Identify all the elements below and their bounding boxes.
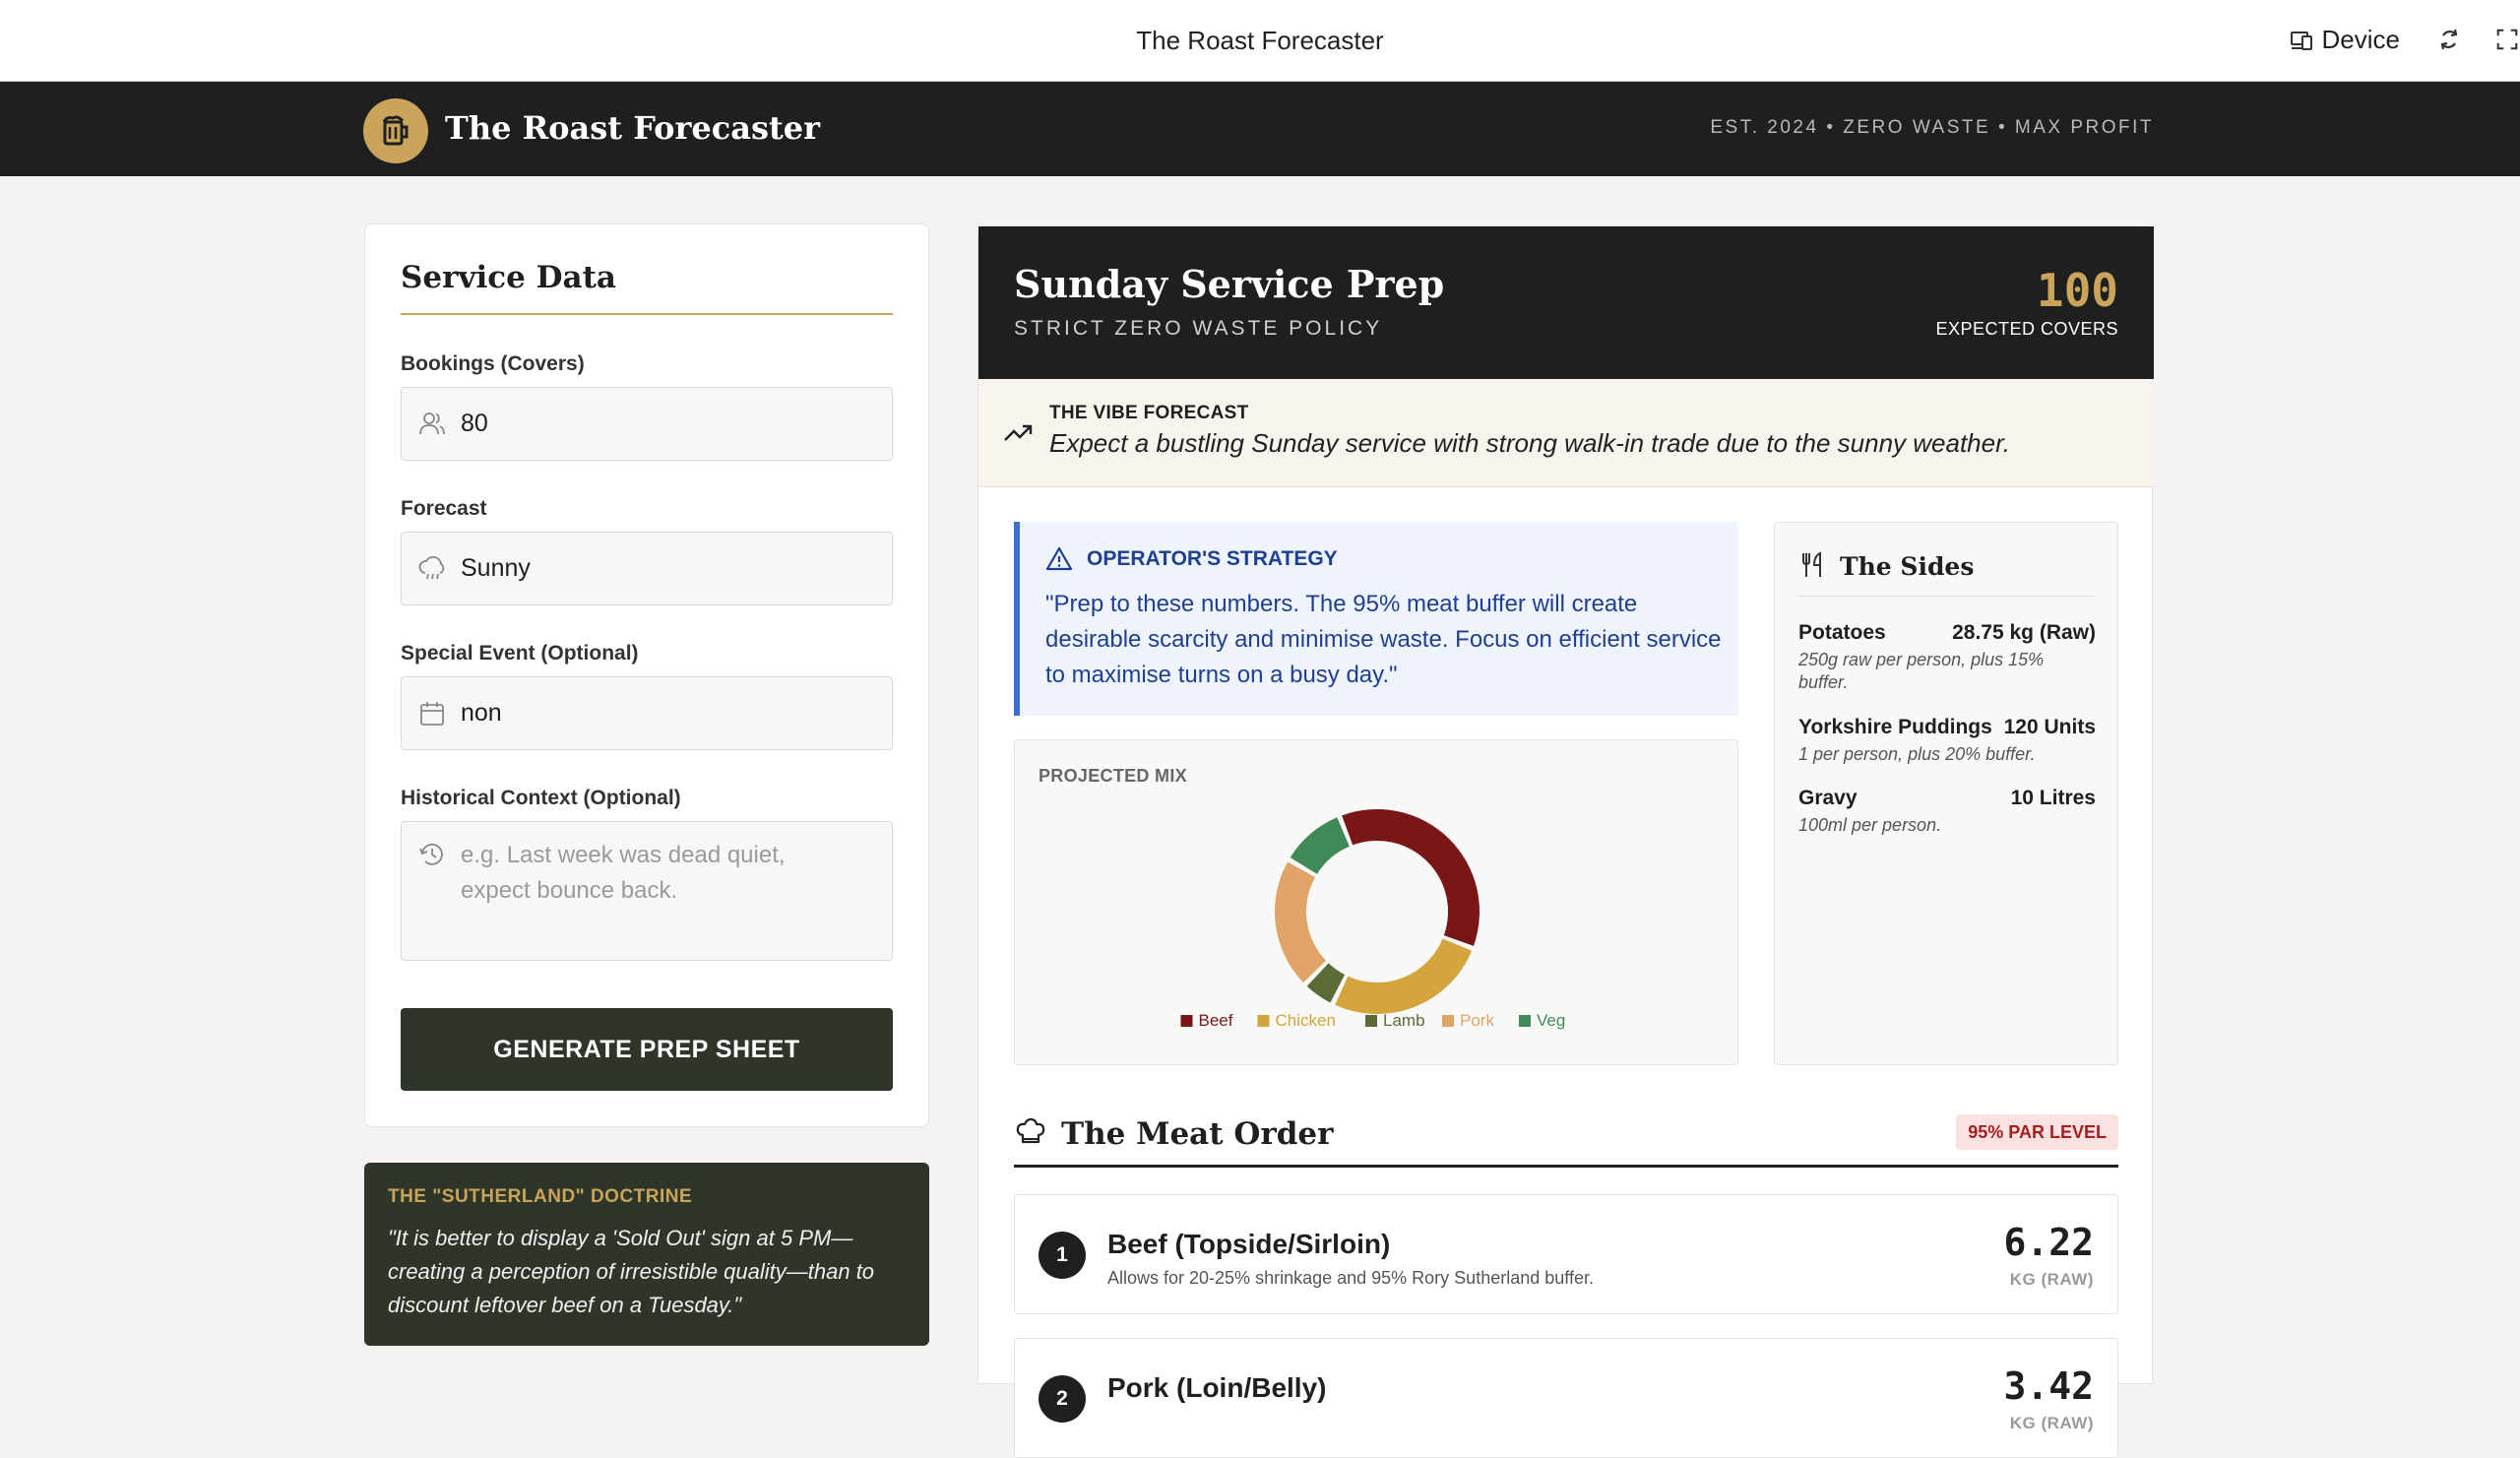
bookings-input[interactable] bbox=[401, 387, 893, 461]
row-number: 2 bbox=[1039, 1375, 1086, 1423]
side-qty: 10 Litres bbox=[2010, 787, 2096, 809]
pie-slice-beef bbox=[1342, 809, 1480, 946]
side-name: Potatoes bbox=[1798, 621, 1886, 644]
calendar-icon bbox=[417, 699, 447, 729]
meat-row bbox=[1014, 1338, 2118, 1458]
prep-sheet-panel bbox=[977, 225, 2153, 1432]
generate-prep-sheet-button[interactable]: GENERATE PREP SHEET bbox=[401, 1008, 893, 1091]
device-icon bbox=[2289, 28, 2314, 53]
device-label: Device bbox=[2321, 25, 2400, 54]
event-label: Special Event (Optional) bbox=[401, 642, 639, 665]
legend-label-chicken: Chicken bbox=[1275, 1011, 1336, 1030]
meat-order-header bbox=[1014, 1112, 2118, 1168]
beer-mug-icon bbox=[363, 98, 428, 163]
side-name: Gravy bbox=[1798, 787, 1858, 809]
pie-slice-pork bbox=[1275, 861, 1326, 983]
donut-chart bbox=[1015, 740, 1739, 1066]
forecast-input[interactable] bbox=[401, 532, 893, 605]
pie-slice-chicken bbox=[1335, 939, 1472, 1014]
event-input[interactable] bbox=[401, 676, 893, 750]
side-note: 250g raw per person, plus 15% buffer. bbox=[1798, 650, 2045, 692]
side-qty: 120 Units bbox=[2003, 716, 2096, 738]
strategy-text: "Prep to these numbers. The 95% meat buffer will create desirable scarcity and minimise waste. Focus on efficient service to maximise turns on a busy day." bbox=[1045, 591, 1722, 688]
meat-qty: 6.22 bbox=[2003, 1221, 2094, 1264]
service-data-card bbox=[364, 223, 929, 1127]
expected-covers-value: 100 bbox=[2036, 264, 2118, 317]
prep-subtitle: STRICT ZERO WASTE POLICY bbox=[1014, 317, 1383, 340]
side-note: 1 per person, plus 20% buffer. bbox=[1798, 744, 2036, 764]
expected-covers-label: EXPECTED COVERS bbox=[1935, 319, 2118, 339]
row-number: 1 bbox=[1039, 1232, 1086, 1279]
history-textarea[interactable] bbox=[401, 821, 893, 961]
history-label: Historical Context (Optional) bbox=[401, 787, 681, 809]
projected-mix-chart bbox=[1014, 739, 1738, 1065]
pie-slice-veg bbox=[1291, 817, 1350, 874]
meat-unit: KG (RAW) bbox=[2009, 1414, 2094, 1432]
legend-swatch-veg bbox=[1519, 1015, 1531, 1027]
side-item-gravy bbox=[1798, 787, 2096, 837]
trending-up-icon bbox=[1002, 416, 1034, 448]
sides-card bbox=[1774, 522, 2118, 1065]
sides-divider bbox=[1798, 596, 2096, 597]
vibe-text: Expect a bustling Sunday service with strong walk-in trade due to the sunny weather. bbox=[1049, 428, 2011, 458]
meat-name: Beef (Topside/Sirloin) bbox=[1107, 1229, 1391, 1259]
history-placeholder: e.g. Last week was dead quiet, expect bounce back. bbox=[461, 842, 786, 904]
app-header bbox=[0, 82, 2520, 176]
legend-label-pork: Pork bbox=[1460, 1011, 1494, 1030]
vibe-title: THE VIBE FORECAST bbox=[1049, 403, 1249, 423]
side-name: Yorkshire Puddings bbox=[1798, 716, 1992, 738]
cloud-rain-icon bbox=[417, 554, 447, 584]
legend-swatch-lamb bbox=[1365, 1015, 1377, 1027]
strategy-title: OPERATOR'S STRATEGY bbox=[1087, 547, 1338, 570]
meat-order-title: The Meat Order bbox=[1061, 1116, 1334, 1152]
history-icon bbox=[417, 840, 447, 869]
meat-name: Pork (Loin/Belly) bbox=[1107, 1372, 1327, 1403]
tagline: EST. 2024 • ZERO WASTE • MAX PROFIT bbox=[1710, 117, 2154, 138]
doctrine-card bbox=[364, 1163, 929, 1346]
users-icon bbox=[417, 410, 447, 439]
doctrine-title: THE "SUTHERLAND" DOCTRINE bbox=[388, 1186, 693, 1207]
doctrine-text: "It is better to display a 'Sold Out' sign at 5 PM—creating a perception of irresistible quality—than to discount leftover beef on a Tuesday." bbox=[388, 1226, 875, 1317]
side-item-potatoes bbox=[1798, 621, 2096, 694]
browser-toolbar bbox=[0, 0, 2520, 82]
bookings-value: 80 bbox=[461, 410, 488, 437]
fullscreen-icon[interactable] bbox=[2494, 26, 2520, 53]
meat-desc: Allows for 20-25% shrinkage and 95% Rory Sutherland buffer. bbox=[1107, 1268, 1594, 1288]
par-level-badge: 95% PAR LEVEL bbox=[1956, 1114, 2118, 1150]
sides-title: The Sides bbox=[1840, 552, 1975, 581]
operator-strategy bbox=[1014, 522, 1738, 716]
meat-unit: KG (RAW) bbox=[2009, 1270, 2094, 1289]
legend-label-veg: Veg bbox=[1537, 1011, 1566, 1030]
meat-row bbox=[1014, 1194, 2118, 1314]
brand-name: The Roast Forecaster bbox=[445, 109, 820, 147]
legend-swatch-beef bbox=[1181, 1015, 1193, 1027]
chef-hat-icon bbox=[1014, 1116, 1047, 1150]
legend-label-lamb: Lamb bbox=[1383, 1011, 1425, 1030]
prep-title: Sunday Service Prep bbox=[1014, 262, 1445, 306]
legend-swatch-chicken bbox=[1258, 1015, 1270, 1027]
side-qty: 28.75 kg (Raw) bbox=[1952, 621, 2096, 644]
refresh-icon[interactable] bbox=[2435, 26, 2463, 53]
forecast-value: Sunny bbox=[461, 554, 531, 582]
side-item-yorkshire bbox=[1798, 716, 2096, 766]
forecast-label: Forecast bbox=[401, 497, 487, 520]
utensils-icon bbox=[1798, 550, 1828, 580]
warning-icon bbox=[1045, 545, 1073, 573]
device-toggle[interactable] bbox=[2289, 25, 2400, 55]
vibe-forecast bbox=[978, 379, 2154, 487]
chart-title: PROJECTED MIX bbox=[1039, 766, 1187, 786]
side-note: 100ml per person. bbox=[1798, 815, 1942, 835]
bookings-label: Bookings (Covers) bbox=[401, 352, 585, 375]
title-divider bbox=[401, 313, 893, 315]
event-value: non bbox=[461, 699, 502, 727]
legend-label-beef: Beef bbox=[1198, 1011, 1233, 1030]
browser-title: The Roast Forecaster bbox=[1136, 26, 1384, 55]
form-title: Service Data bbox=[401, 260, 616, 295]
meat-qty: 3.42 bbox=[2003, 1364, 2094, 1408]
legend-swatch-pork bbox=[1442, 1015, 1454, 1027]
prep-header bbox=[978, 226, 2154, 379]
